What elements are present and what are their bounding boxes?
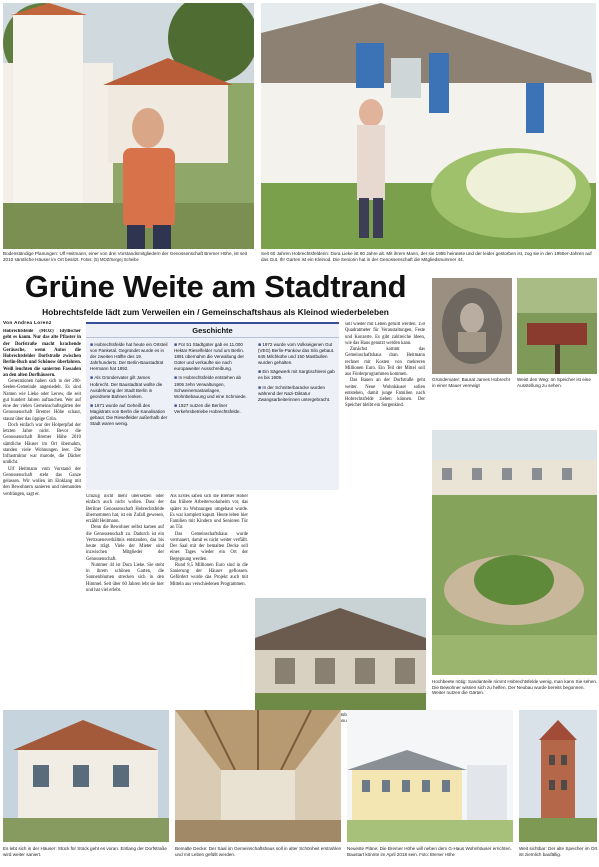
- article-lead: Hobrechtsfelde (MOZ) Idyllischer geht es kaum. Nur das alte Pflaster in der Dorfstraße macht krachende Geräusche, wenn Autos die Hobrechtsfelder Dorfstraße zwischen Berlin-Buch und Schönow überfahren. Weiß leuchten die sanierten Fassaden an den alten Dorfhäusern.: [3, 329, 81, 378]
- photo-old-granary: [519, 710, 597, 842]
- sidebar-entry: ■ In Hobrechtsfelde entstehen ab 1906 zehn Verwaltungen, Schweinemastanlagen, Wohnbebauung und eine Schmiede.: [174, 375, 247, 399]
- article-paragraph: Ulf Heitmann vom Vorstand der Genossenschaft steht das Ganze gelassen. Wir wollen im Einklang mit den Bewohnern sanieren und niemanden verdrängen, sagt er.: [3, 466, 81, 497]
- sidebar-entry: ■ 1871 wurde auf Geheiß des Magistrats von Berlin die Kanalisation gebaut. Die Rieselfelder außerhalb der Stadt waren wenig.: [90, 402, 168, 427]
- photo-hobrecht-relief: [432, 278, 512, 374]
- caption-top-right: Seit 60 Jahren Hobrechtsfelderin: Dora Lieke ist 80 Jahre alt. Mit ihrem Mann, der sie 1955 heiratete und der leider gestorben ist, zog sie in den 1950er-Jahren auf das Gut. Ihr Garten ist ein Kleinod. Die Seniorin hat in der Genossenschaft die Mitgliedsnummer 44.: [261, 251, 592, 262]
- byline: Von Andrea Lorenz: [3, 321, 52, 326]
- article-paragraph: soll wieder mit Leben gefüllt werden. 150 Quadratmeter für Veranstaltungen, Feste und Konzerte. Es gibt zahlreiche Ideen, wie das Haus genutzt werden kann.: [345, 322, 425, 346]
- article-column-2: [86, 494, 164, 734]
- photo-new-houses-plan: [347, 710, 513, 842]
- article-column-1: [3, 329, 81, 734]
- headline: Grüne Weite am Stadtrand: [24, 269, 407, 304]
- sidebar-column-2: [174, 342, 252, 418]
- caption-garden: Hochbeete nötig: Sandanteile nimmt Hobrechtsfelde wenig, man kann Sie sehen. Die Bewohner wissen sich zu helfen. Der Neubau wurde bereits begonnen. Weiter nutzen die Gärten.: [432, 679, 598, 696]
- photo-credit: Fotos: (5) MOZ/Sergej Scheibe: [80, 256, 139, 262]
- caption-signpost: Weist den Weg: Im Speicher ist eine Ausstellung zu sehen.: [517, 377, 591, 388]
- article-column-3: [170, 494, 248, 734]
- photo-painted-ceiling: [175, 710, 341, 842]
- photo-signpost: [517, 278, 597, 374]
- caption-middle: Wohnungen,: [332, 717, 359, 723]
- sidebar-geschichte: [86, 322, 339, 490]
- photo-dora-lieke: [261, 3, 596, 249]
- article-paragraph: Doch einfach war der Holperpfad der letzten Jahre nicht. Bevor die Genossenschaft Bremer Höhe 2010 sämtliche Häuser im Ort übernahm, standen viele Wohnungen leer. Die Infrastruktur war marode, die Dächer undicht.: [3, 422, 81, 466]
- sidebar-entry: ■ 1972 wurde vom Volkseigenen Gut (VEG) Berlin-Pankow das Silo gebaut. 645 Milchkühe und 150 Mastbullen wurden gehalten.: [258, 342, 335, 366]
- sidebar-column-1: [90, 342, 168, 430]
- article-paragraph: Umzug nicht mehr übersetzen oder einfach auch nicht wollen. Dass der Berliner Genossenschaft Hobrechtsfelde übernommen hat, ist ein Zufall gewesen, erzählt Heitmann.: [86, 494, 164, 524]
- caption-bottom-3: Neueste Pläne: Die Bremer Höhe will neben dem G-Haus Wohnhäuser errichten. Baustart könnte im April 2018 sein. Foto: Bremer Höhe: [347, 846, 512, 857]
- sidebar-entry: ■ Als Gründervater gilt James Hobrecht. Der Baustadtrat wollte die Ausdehnung der Stadt Berlin in geordnete Bahnen lenken.: [90, 375, 163, 399]
- sidebar-title: Geschichte: [86, 324, 339, 338]
- sidebar-entry: ■ Hobrechtsfelde hat heute ein Ortsteil von Panketal. Gegründet wurde es in der zweiten Hälfte des 19. Jahrhunderts. Der Berlin-Baustadtrat Hermann hat 1892.: [90, 342, 168, 372]
- article-paragraph: Denn die Bewohner selbst kamen auf die Genossenschaft zu. Dadurch ist ein Vertrauensverhältnis entstanden, das bis heute trägt. Viele der Mieter sind inzwischen Mitglieder der Genossenschaft.: [86, 525, 164, 562]
- article-paragraph: Nummer 44 ist Dora Lieke. Sie steht in ihrem schönen Garten, die Sonnenblumen strecken sich in den Himmel. Seit über 60 Jahren lebt sie hier und hat viel erlebt.: [86, 562, 164, 593]
- photo-credit: Foto: Bremer Höhe: [419, 851, 455, 857]
- article-paragraph: Zunächst kommt das Gemeinschaftshaus dran. Heitmann rechnet mit Kosten von mehreren Millionen Euro. Ein Teil der Mittel soll aus Förderprogrammen kommen.: [345, 347, 425, 377]
- photo-gemeinschaftshaus: [255, 598, 426, 710]
- article-paragraph: Das Gemeinschaftshaus wurde vermauert, damit es nicht weiter verfällt. Der Saal mit der bemalten Decke soll eines Tages wieder ein Ort der Begegnung werden.: [170, 531, 248, 562]
- caption-bottom-2: Bemalte Decke: Der Saal im Gemeinschaftshaus soll in alter Schönheit erstrahlen und mit Leben gefüllt werden.: [175, 846, 342, 857]
- caption-top-left: Bodenständige Planungen: Ulf Heitmann, einer von drei Vorstandsmitgliedern der Genossenschaft Bremer Höhe, ist seit 2010 sämtliche Häuser im Ort besitzt. Fotos: (5) MOZ/Sergej Scheibe: [3, 251, 248, 262]
- caption-portrait: Gründervater: Baurat James Hobrecht in einer Mauer verewigt: [432, 377, 510, 388]
- sidebar-column-3: [258, 342, 335, 406]
- photo-garden-beds: [432, 430, 597, 675]
- sidebar-entry: ■ In der Schnitterbaracke wurden während der Nazi-Diktatur Zwangsarbeiterinnen untergebracht.: [258, 384, 331, 402]
- subheadline: Hobrechtsfelde lädt zum Verweilen ein / Gemeinschaftshaus als Kleinod wiederbeleben: [42, 307, 389, 317]
- photo-ulf-heitmann: [3, 3, 254, 249]
- sidebar-entry: ■ Ein Sägewerk mit Sargtischlerei gab es bis 1909.: [258, 369, 335, 381]
- article-paragraph: Rund 8,5 Millionen Euro sind in die Sanierung der Häuser geflossen. Gefördert wurde das Projekt auch mit Mitteln aus verschiedenen Programmen.: [170, 562, 248, 587]
- caption-bottom-4: Weit sichtbar: Der alte Speicher im Ort ist ziemlich baufällig.: [519, 846, 598, 857]
- article-paragraph: Als Erstes sahen sich die Bremer Höher das frühere Arbeiterwohnheim vor, das später zu Wohnungen umgebaut wurde. Es war komplett kaputt. Heute leben hier Familien mit Kindern und Senioren Tür an Tür.: [170, 494, 248, 531]
- photo-house-renovation: [3, 710, 169, 842]
- sidebar-entry: ■ Für 51 Stadtgüter gab es 11.000 Hektar Rieselfelder rund um Berlin. 1891 übernahm die Verwaltung der Güter und verkaufte sie nach europaweiter Ausschreibung.: [174, 342, 245, 372]
- article-paragraph: Generationen haben sich in der 200-Seelen-Gemeinde angesiedelt. Es sind Namen wie Lieke oder Lerow, die seit gut hundert Jahren auftauchen. Wer auf eine der vielen Gemeinschaftsgärten der Genossenschaft Bremer Höhe schaut, staunt über das üppige Grün.: [3, 379, 81, 422]
- caption-bottom-1: Es lebt sich in der Häuser: Stück für Stück geht es voran. Entlang der Dorfstraße wird weiter saniert.: [3, 846, 167, 857]
- article-paragraph: Das Bauen an der Dorfstraße geht weiter. Neue Wohnhäuser sollen entstehen, damit junge Familien nach Hobrechtsfelde ziehen können. Der Speicher bleibt ein Sorgenkind.: [345, 378, 425, 409]
- sidebar-entry: ■ 1927 nutzen die Berliner Verkehrsbetriebe Hobrechtsfelde.: [174, 402, 241, 414]
